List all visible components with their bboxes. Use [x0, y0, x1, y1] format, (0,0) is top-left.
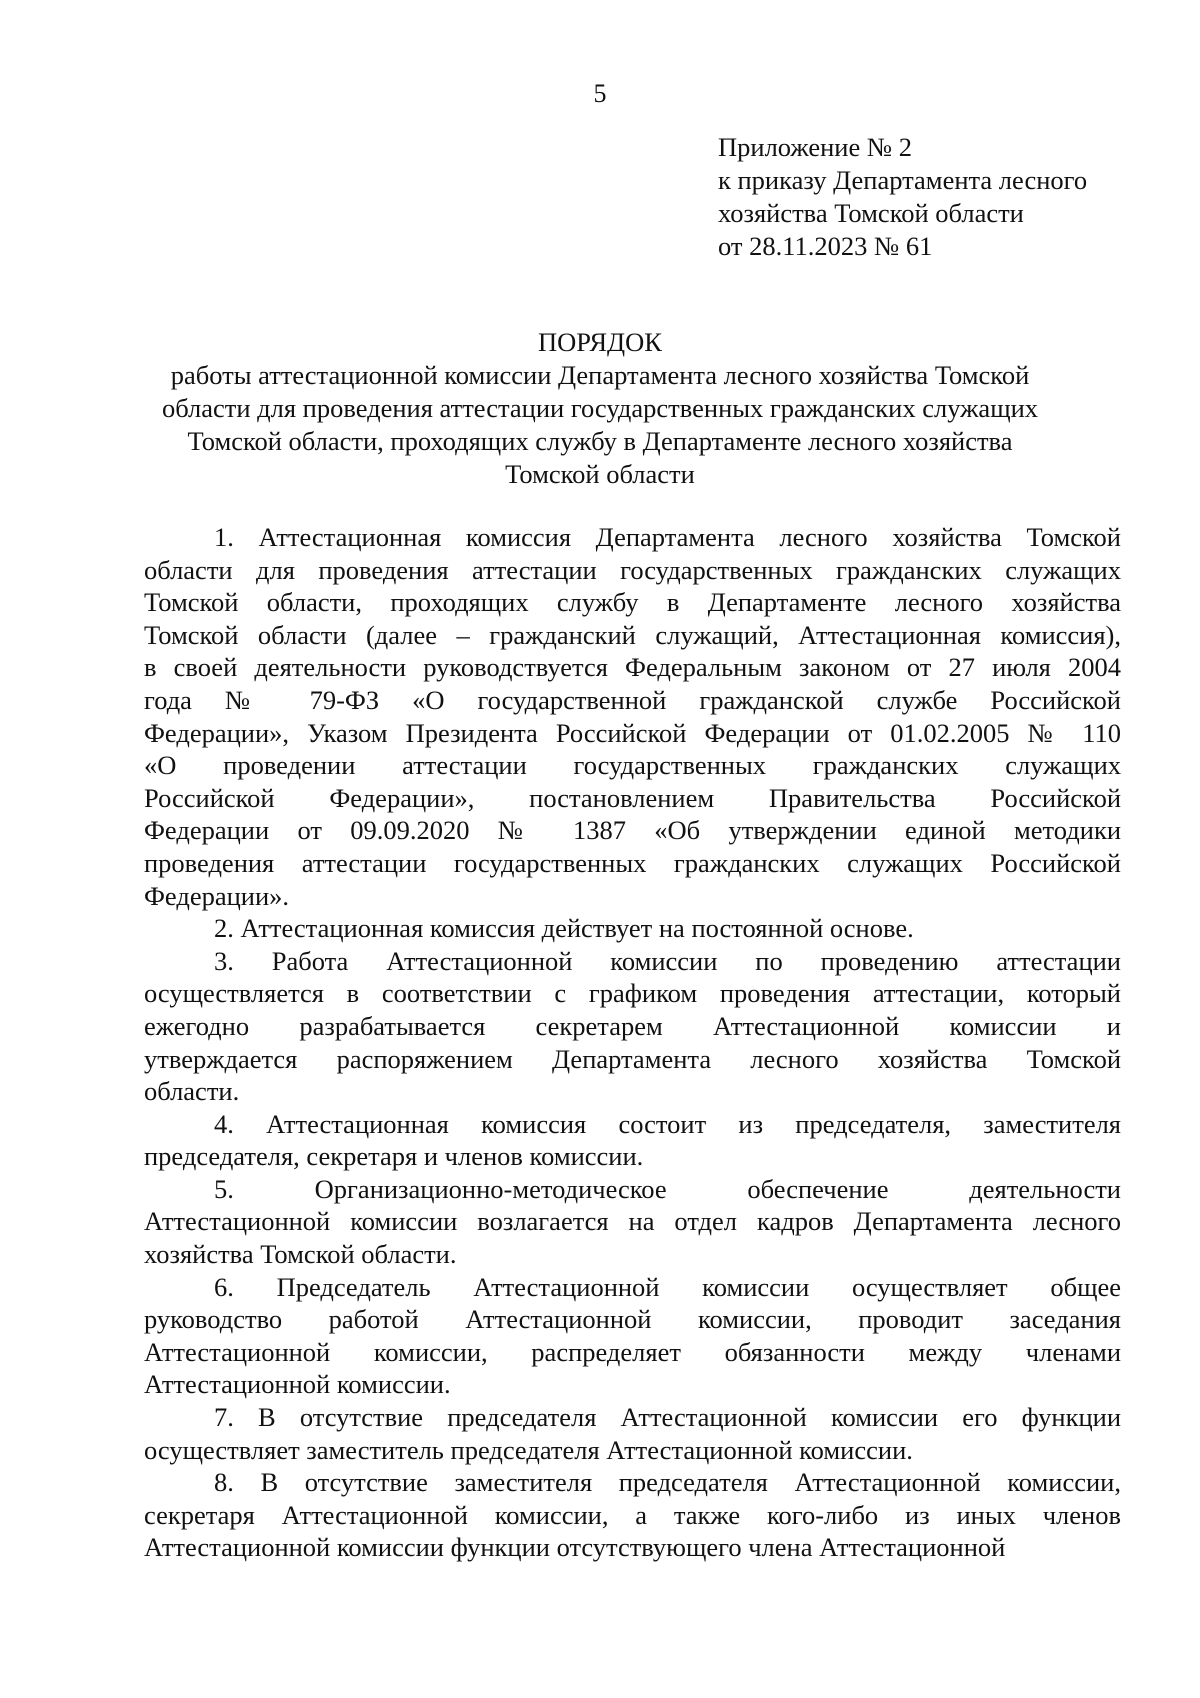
paragraph-line: председателя, секретаря и членов комиссии. — [144, 1141, 644, 1172]
title-line: области для проведения аттестации государственных гражданских служащих — [161, 393, 1039, 423]
appendix-line: Приложение № 2 — [718, 132, 913, 162]
paragraph-2 — [144, 912, 1121, 945]
paragraph-line: 4. Аттестационная комиссия состоит из председателя, заместителя — [214, 1108, 1121, 1139]
paragraph-line: 6. Председатель Аттестационной комиссии осуществляет общее — [214, 1271, 1121, 1302]
paragraph-line: 2. Аттестационная комиссия действует на постоянной основе. — [214, 913, 914, 944]
paragraph-line: Федерации», Указом Президента Российской Федерации от 01.02.2005 № 110 — [144, 717, 1121, 748]
paragraph-7 — [144, 1401, 1121, 1466]
appendix-line: к приказу Департамента лесного — [718, 165, 1088, 195]
appendix-line: хозяйства Томской области — [718, 198, 1024, 228]
paragraph-8 — [144, 1466, 1121, 1564]
paragraph-line: секретаря Аттестационной комиссии, а также кого-либо из иных членов — [144, 1499, 1121, 1530]
title-line: Томской области — [505, 459, 695, 489]
title-line: работы аттестационной комиссии Департамента лесного хозяйства Томской — [170, 360, 1030, 390]
paragraph-line: Федерации от 09.09.2020 № 1387 «Об утверждении единой методики — [144, 815, 1121, 846]
paragraph-line: Томской области, проходящих службу в Департаменте лесного хозяйства — [144, 587, 1121, 618]
paragraph-line: 8. В отсутствие заместителя председателя Аттестационной комиссии, — [214, 1467, 1121, 1498]
paragraph-line: руководство работой Аттестационной комиссии, проводит заседания — [144, 1304, 1121, 1335]
paragraph-4 — [144, 1108, 1121, 1173]
paragraph-line: в своей деятельности руководствуется Федеральным законом от 27 июля 2004 — [144, 652, 1121, 683]
paragraph-line: осуществляется в соответствии с графиком проведения аттестации, который — [144, 978, 1121, 1009]
document-title — [140, 326, 1060, 491]
appendix-line: от 28.11.2023 № 61 — [718, 231, 933, 261]
paragraph-3 — [144, 945, 1121, 1108]
paragraph-line: Российской Федерации», постановлением Правительства Российской — [144, 782, 1121, 813]
title-heading: ПОРЯДОК — [538, 327, 662, 357]
paragraph-line: 7. В отсутствие председателя Аттестационной комиссии его функции — [214, 1402, 1121, 1433]
paragraph-line: Аттестационной комиссии функции отсутствующего члена Аттестационной — [144, 1532, 1006, 1563]
paragraph-line: Томской области (далее – гражданский служащий, Аттестационная комиссия), — [144, 619, 1121, 650]
paragraph-line: Аттестационной комиссии. — [144, 1369, 451, 1400]
paragraph-line: «О проведении аттестации государственных гражданских служащих — [144, 750, 1121, 781]
paragraph-line: области. — [144, 1076, 240, 1107]
paragraph-line: Федерации». — [144, 880, 290, 911]
paragraph-line: Аттестационной комиссии возлагается на отдел кадров Департамента лесного — [144, 1206, 1121, 1237]
paragraph-line: утверждается распоряжением Департамента лесного хозяйства Томской — [144, 1043, 1121, 1074]
document-body — [144, 521, 1121, 1564]
paragraph-line: осуществляет заместитель председателя Аттестационной комиссии. — [144, 1434, 913, 1465]
paragraph-6 — [144, 1271, 1121, 1401]
paragraph-line: области для проведения аттестации государственных гражданских служащих — [144, 554, 1121, 585]
paragraph-line: ежегодно разрабатывается секретарем Аттестационной комиссии и — [144, 1010, 1121, 1041]
paragraph-line: хозяйства Томской области. — [144, 1239, 457, 1270]
paragraph-line: 5. Организационно-методическое обеспечение деятельности — [214, 1173, 1121, 1204]
paragraph-line: 3. Работа Аттестационной комиссии по проведению аттестации — [214, 945, 1121, 976]
paragraph-line: проведения аттестации государственных гражданских служащих Российской — [144, 847, 1121, 878]
paragraph-5 — [144, 1173, 1121, 1271]
page-number: 5 — [593, 79, 607, 108]
paragraph-line: года № 79-ФЗ «О государственной гражданской службе Российской — [144, 684, 1121, 715]
paragraph-line: Аттестационной комиссии, распределяет обязанности между членами — [144, 1336, 1121, 1367]
paragraph-1 — [144, 521, 1121, 912]
title-line: Томской области, проходящих службу в Департаменте лесного хозяйства — [187, 426, 1013, 456]
appendix-block — [718, 131, 1178, 263]
paragraph-line: 1. Аттестационная комиссия Департамента лесного хозяйства Томской — [214, 522, 1121, 552]
